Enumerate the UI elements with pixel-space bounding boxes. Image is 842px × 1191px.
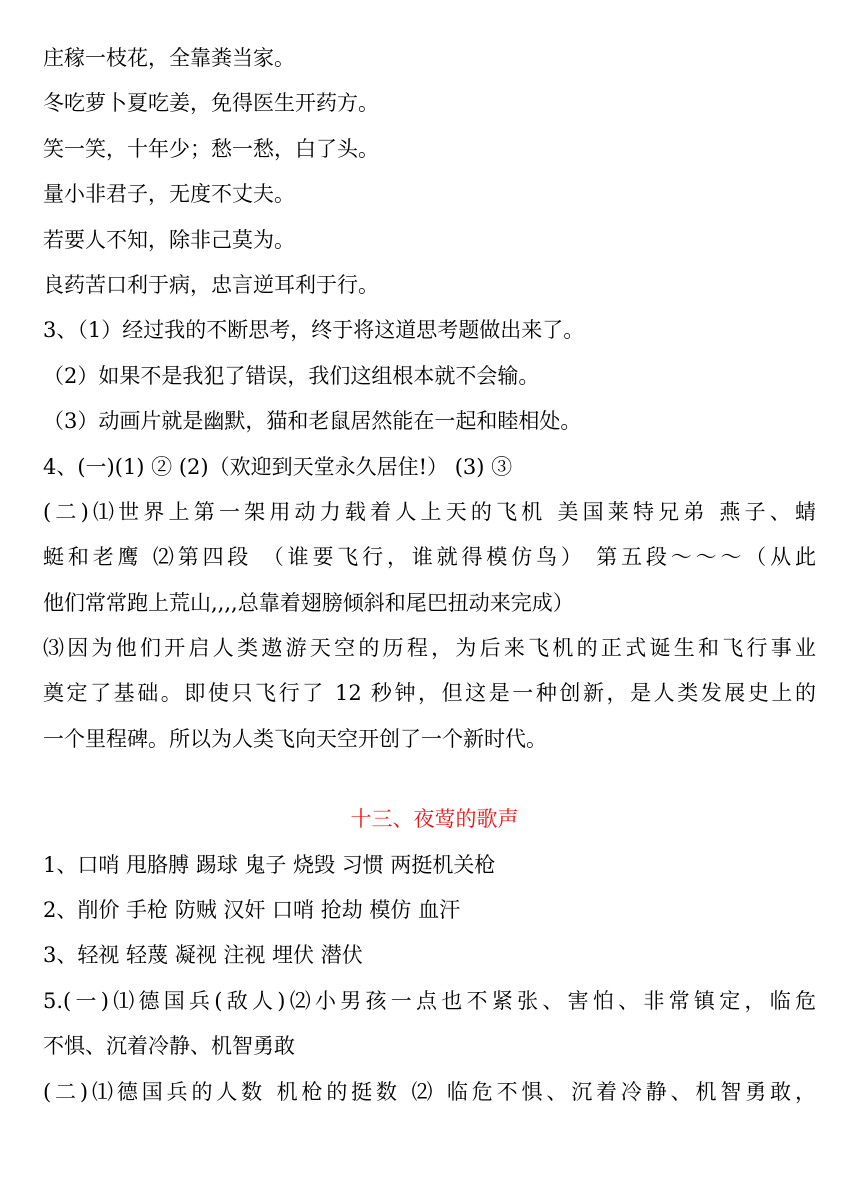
section-spacer xyxy=(43,762,816,797)
answer-line: （2）如果不是我犯了错误，我们这组根本就不会输。 xyxy=(43,363,540,388)
answer-line: (二)⑴世界上第一架用动力载着人上天的飞机 美国莱特兄弟 燕子、蜻 xyxy=(43,499,816,524)
text-line: 若要人不知，除非己莫为。 xyxy=(43,227,295,252)
text-line: 良药苦口利于病，忠言逆耳利于行。 xyxy=(43,272,379,297)
answer-line: 3、（1）经过我的不断思考，终于将这道思考题做出来了。 xyxy=(43,318,585,343)
answer-line: ⑶因为他们开启人类遨游天空的历程，为后来飞机的正式诞生和飞行事业 xyxy=(43,636,816,661)
text-line: 笑一笑，十年少；愁一愁，白了头。 xyxy=(43,136,379,161)
answer-line: 2、削价 手枪 防贼 汉奸 口哨 抢劫 模仿 血汗 xyxy=(43,898,461,923)
text-line: 冬吃萝卜夏吃姜，免得医生开药方。 xyxy=(43,91,379,116)
answer-line: 1、口哨 甩胳膊 踢球 鬼子 烧毁 习惯 两挺机关枪 xyxy=(43,852,496,877)
section-heading: 十三、夜莺的歌声 xyxy=(350,807,519,832)
text-line: 庄稼一枝花，全靠粪当家。 xyxy=(43,46,295,70)
answer-line: 不惧、沉着冷静、机智勇敢 xyxy=(43,1034,295,1059)
answer-line: 3、轻视 轻蔑 凝视 注视 埋伏 潜伏 xyxy=(43,943,363,968)
answer-line: 5.(一)⑴德国兵(敌人)⑵小男孩一点也不紧张、害怕、非常镇定，临危 xyxy=(43,988,816,1013)
answer-line: 奠定了基础。即使只飞行了 12 秒钟，但这是一种创新，是人类发展史上的 xyxy=(43,681,816,706)
answer-line: 他们常常跑上荒山,,,,总靠着翅膀倾斜和尾巴扭动来完成） xyxy=(43,590,574,615)
answer-line: （3）动画片就是幽默，猫和老鼠居然能在一起和睦相处。 xyxy=(43,409,582,434)
answer-line: 4、(一)(1) ② (2)（欢迎到天堂永久居住!） (3) ③ xyxy=(43,454,513,479)
text-line: 量小非君子，无度不丈夫。 xyxy=(43,182,295,207)
answer-line: (二)⑴德国兵的人数 机枪的挺数 ⑵ 临危不惧、沉着冷静、机智勇敢， xyxy=(43,1079,816,1104)
answer-line: 一个里程碑。所以为人类飞向天空开创了一个新时代。 xyxy=(43,726,547,751)
answer-line: 蜓和老鹰 ⑵第四段 （谁要飞行，谁就得模仿鸟） 第五段～～～（从此 xyxy=(43,545,816,570)
